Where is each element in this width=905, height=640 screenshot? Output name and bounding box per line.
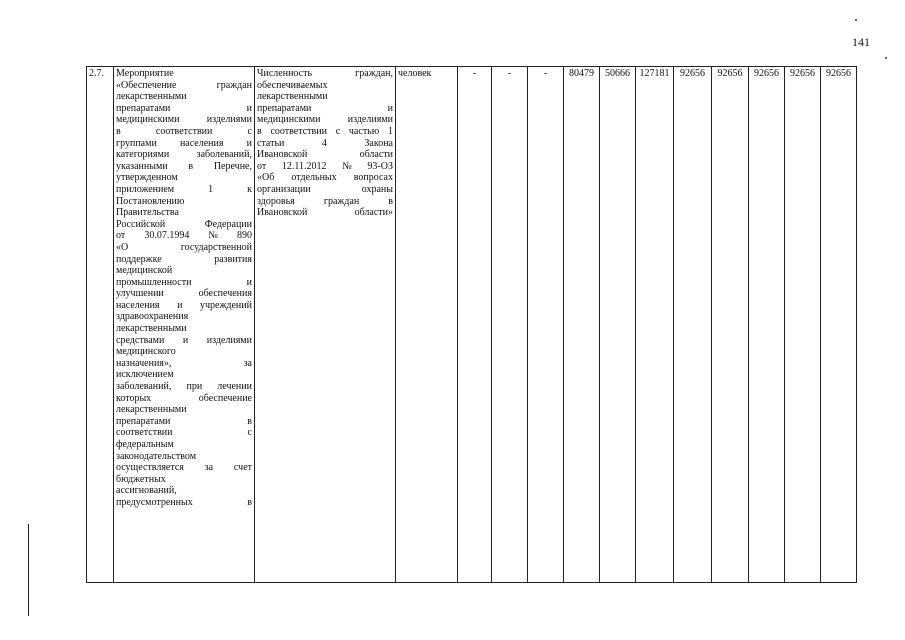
value-cell: 92656 <box>712 67 749 583</box>
measures-table <box>86 66 857 583</box>
text-line: населения и учреждений <box>116 299 252 311</box>
text-line: «О государственной <box>116 241 252 253</box>
text-line: статьи 4 Закона <box>257 137 393 149</box>
text-line: категориями заболеваний, <box>116 149 252 161</box>
text-line: лекарственными <box>116 323 187 335</box>
value-cell: - <box>492 67 528 583</box>
text-line: организации охраны <box>257 183 393 195</box>
text-line: осуществляется за счет <box>116 462 252 474</box>
text-line: предусмотренных в <box>116 496 252 508</box>
value-cell: 92656 <box>749 67 785 583</box>
text-line: здоровья граждан в <box>257 195 393 207</box>
text-line: средствами и изделиями <box>116 334 252 346</box>
scan-speck <box>855 19 857 21</box>
text-line: поддержке развития <box>116 253 252 265</box>
page-number: 141 <box>852 35 870 49</box>
value-cell: 92656 <box>785 67 821 583</box>
text-line: Постановлению <box>116 195 185 207</box>
text-line: медицинской <box>116 265 173 277</box>
text-line: федеральным <box>116 439 174 450</box>
text-line: медицинского <box>116 346 176 358</box>
scan-speck <box>885 57 887 59</box>
text-line: здравоохранения <box>116 311 189 323</box>
text-line: от 12.11.2012 № 93-ОЗ <box>257 160 393 172</box>
text-line: Ивановской области» <box>257 207 393 219</box>
text-line: в соответствии с частью 1 <box>257 125 393 137</box>
text-line: соответствии с <box>116 427 252 439</box>
text-line: приложением 1 к <box>116 183 252 195</box>
text-line: лекарственными <box>116 404 187 416</box>
text-line: ассигнований, <box>116 485 177 497</box>
text-line: бюджетных <box>116 473 166 485</box>
text-line: медицинскими изделиями <box>116 114 252 126</box>
value-cell: 127181 <box>636 67 674 583</box>
text-line: Ивановской области <box>257 149 393 161</box>
indicator-text <box>257 68 393 219</box>
value-cell: 50666 <box>600 67 636 583</box>
row-index-cell: 2.7. <box>87 67 114 583</box>
text-line: Российской Федерации <box>116 218 252 230</box>
unit-cell: человек <box>396 67 458 583</box>
text-line: заболеваний, при лечении <box>116 381 252 393</box>
text-line: Мероприятие <box>116 68 174 79</box>
indicator-cell <box>255 67 396 583</box>
text-line: законодательством <box>116 450 197 462</box>
text-line: медицинскими изделиями <box>257 114 393 126</box>
text-line: утвержденном <box>116 172 178 184</box>
text-line: препаратами в <box>116 415 252 427</box>
text-line: исключением <box>116 369 174 381</box>
text-line: улучшении обеспечения <box>116 288 252 300</box>
text-line: которых обеспечение <box>116 392 252 404</box>
text-line: в соответствии с <box>116 125 252 137</box>
text-line: препаратами и <box>116 102 252 114</box>
text-line: от 30.07.1994 № 890 <box>116 230 252 242</box>
value-cell: - <box>458 67 492 583</box>
table-row <box>87 67 857 583</box>
text-line: лекарственными <box>257 91 328 103</box>
text-line: «Обеспечение граждан <box>116 79 252 91</box>
value-cell: - <box>528 67 564 583</box>
text-line: группами населения и <box>116 137 252 149</box>
text-line: Правительства <box>116 207 179 219</box>
measure-description-text <box>116 68 252 509</box>
value-cell: 92656 <box>674 67 712 583</box>
text-line: указанными в Перечне, <box>116 160 252 172</box>
text-line: промышленности и <box>116 276 252 288</box>
text-line: «Об отдельных вопросах <box>257 172 393 184</box>
text-line: назначения», за <box>116 357 252 369</box>
value-cell: 80479 <box>564 67 600 583</box>
text-line: обеспечиваемых <box>257 79 328 91</box>
measure-description-cell <box>114 67 255 583</box>
value-cell: 92656 <box>821 67 857 583</box>
binding-margin-line <box>28 524 29 616</box>
text-line: препаратами и <box>257 102 393 114</box>
text-line: лекарственными <box>116 91 187 103</box>
text-line: Численность граждан, <box>257 68 393 79</box>
